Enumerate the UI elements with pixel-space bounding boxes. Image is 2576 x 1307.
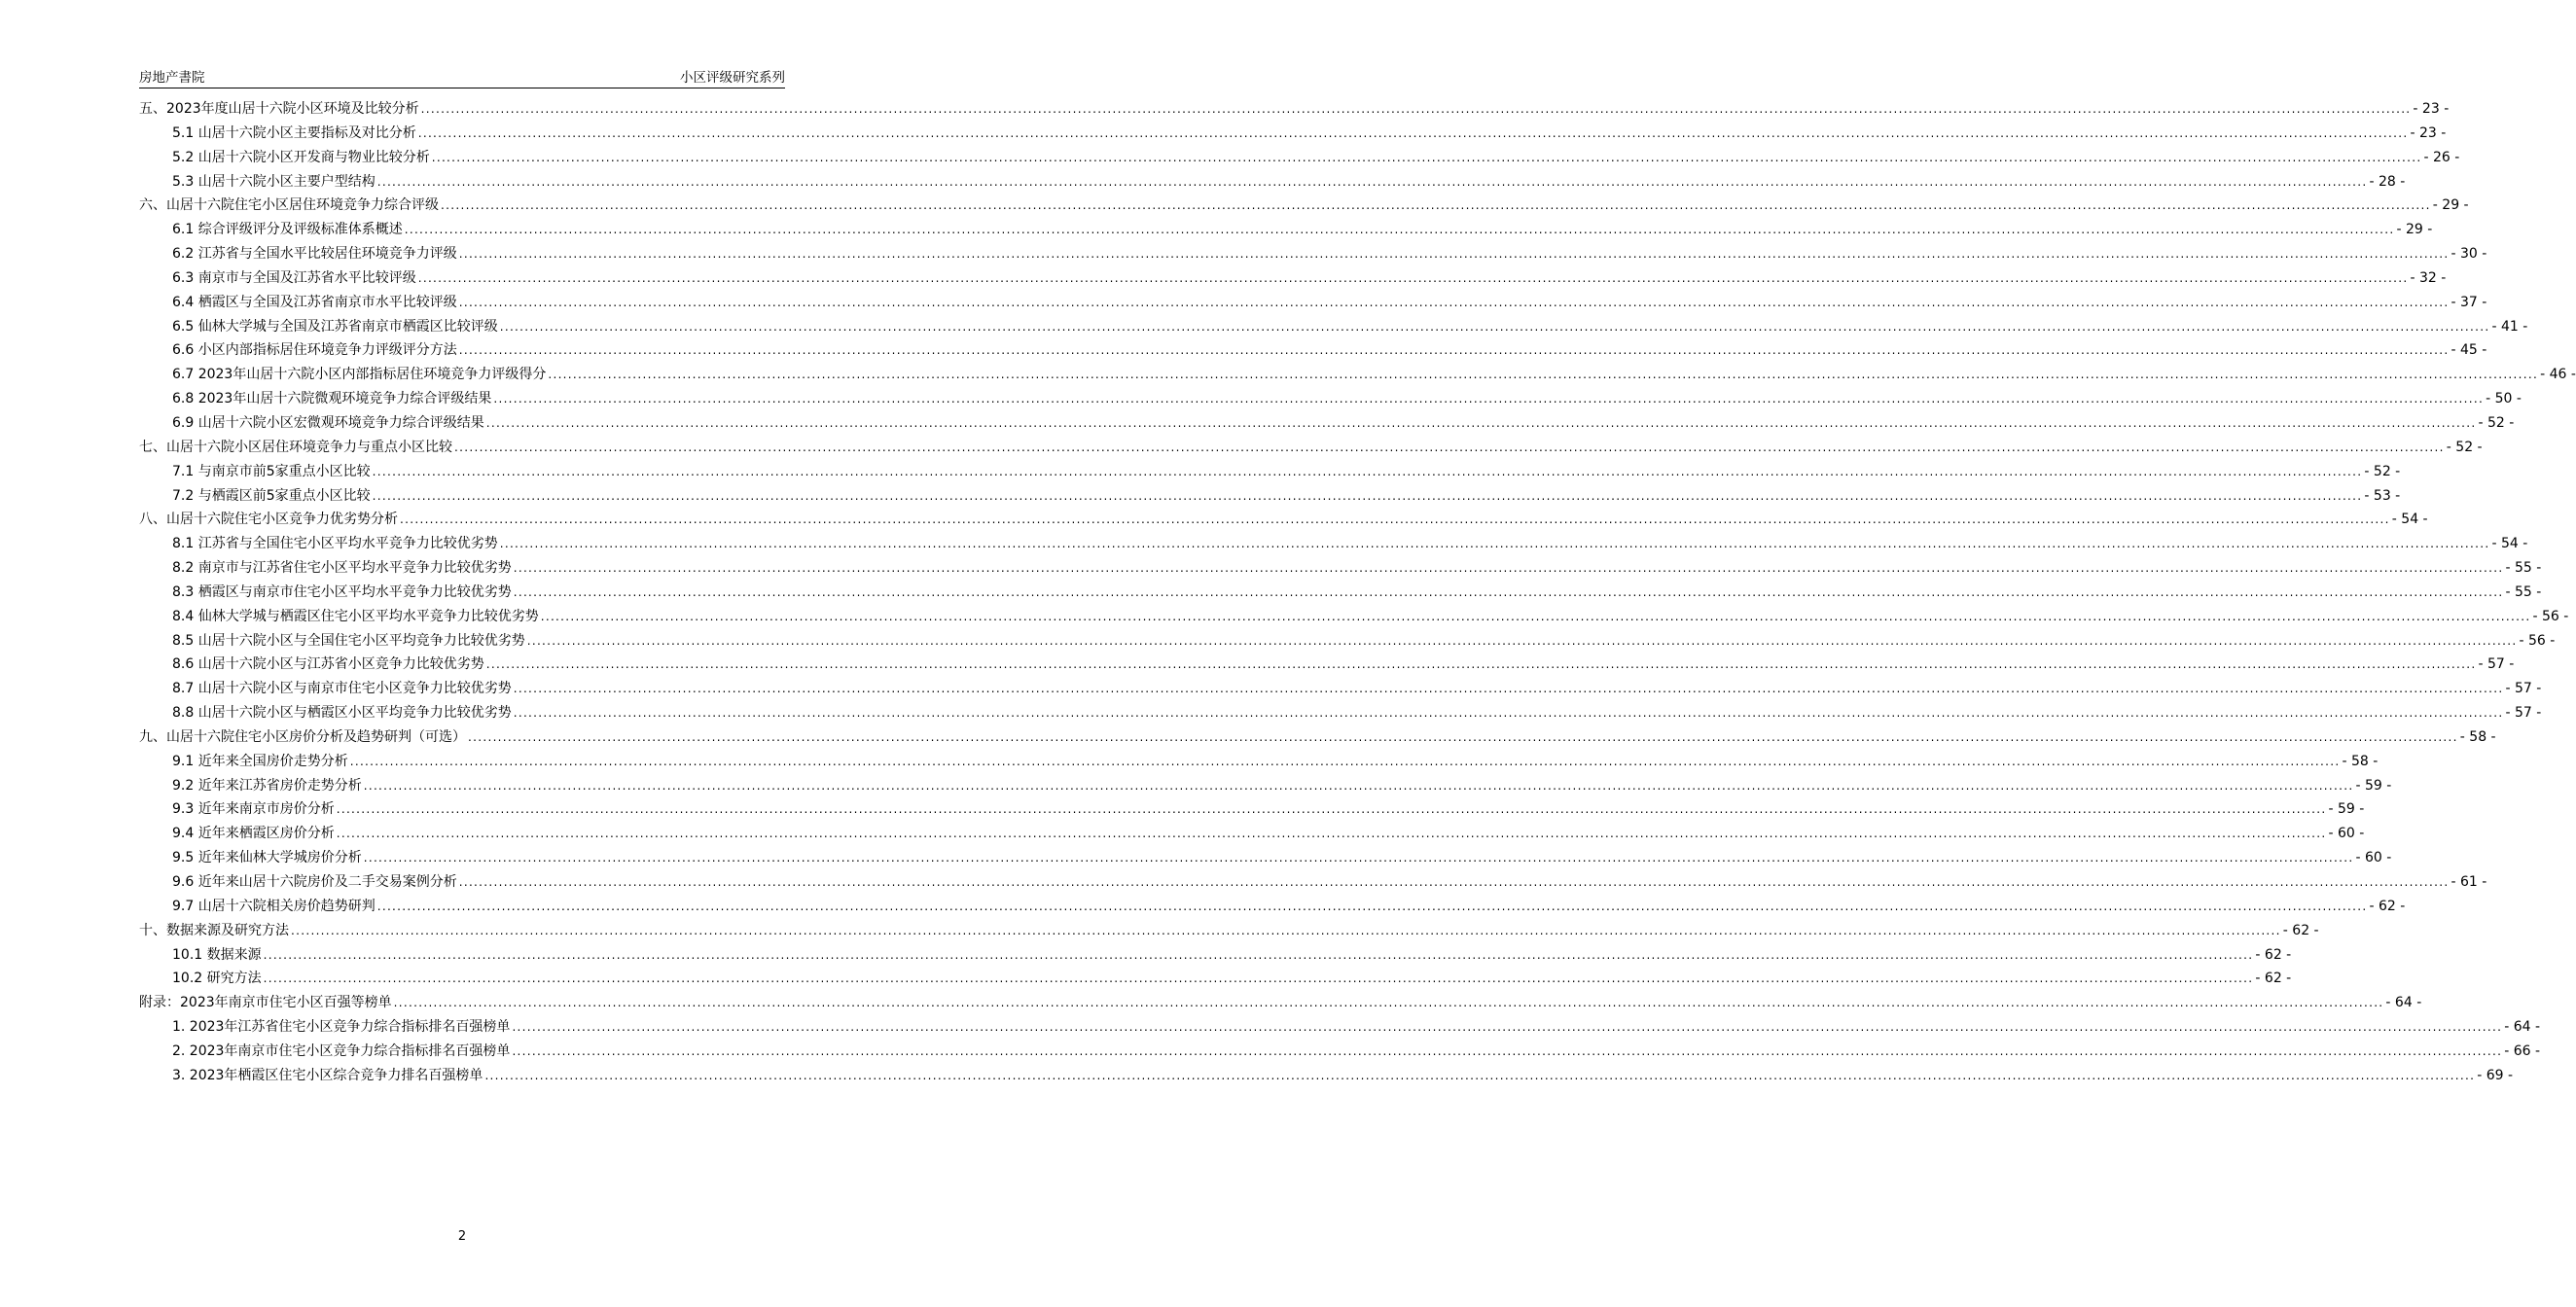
toc-entry-page: - 54 - [2491, 536, 2528, 552]
toc-entry-title: 3. 2023年栖霞区住宅小区综合竞争力排名百强榜单 [172, 1067, 483, 1083]
toc-entry-title: 6.4 栖霞区与全国及江苏省南京市水平比较评级 [172, 294, 457, 310]
toc-dot-leader: ................................................................................................................................................................................................................................................................................................................................................................................................................ [513, 706, 2504, 721]
toc-dot-leader: ................................................................................................................................................................................................................................................................................................................................................................................................................ [484, 1068, 2476, 1082]
toc-entry-title: 9.7 山居十六院相关房价趋势研判 [172, 898, 376, 914]
toc-entry-title: 7.2 与栖霞区前5家重点小区比较 [172, 487, 371, 504]
toc-dot-leader: ................................................................................................................................................................................................................................................................................................................................................................................................................ [454, 440, 2445, 454]
toc-entry-title: 9.6 近年来山居十六院房价及二手交易案例分析 [172, 874, 457, 890]
toc-entry-title: 9.4 近年来栖霞区房价分析 [172, 826, 335, 842]
toc-entry[interactable] [139, 943, 2292, 968]
toc-entry-page: - 57 - [2505, 705, 2542, 722]
toc-entry-title: 8.3 栖霞区与南京市住宅小区平均水平竞争力比较优劣势 [172, 583, 512, 600]
toc-dot-leader: ................................................................................................................................................................................................................................................................................................................................................................................................................ [376, 899, 2368, 913]
toc-entry-page: - 32 - [2410, 269, 2447, 286]
toc-entry[interactable] [139, 460, 2401, 484]
toc-entry-page: - 58 - [2459, 728, 2496, 745]
toc-dot-leader: ................................................................................................................................................................................................................................................................................................................................................................................................................ [499, 319, 2490, 334]
toc-entry[interactable] [139, 411, 2515, 436]
toc-dot-leader: ................................................................................................................................................................................................................................................................................................................................................................................................................ [513, 584, 2504, 599]
toc-entry-title: 九、山居十六院住宅小区房价分析及趋势研判（可选） [139, 728, 466, 745]
toc-dot-leader: ................................................................................................................................................................................................................................................................................................................................................................................................................ [363, 778, 2354, 793]
toc-entry-title: 6.2 江苏省与全国水平比较居住环境竞争力评级 [172, 246, 457, 263]
toc-entry[interactable] [139, 1064, 2514, 1088]
toc-entry-title: 附录：2023年南京市住宅小区百强等榜单 [139, 995, 392, 1011]
toc-entry[interactable] [139, 242, 2487, 266]
toc-entry-page: - 23 - [2410, 124, 2447, 141]
toc-entry-page: - 56 - [2532, 608, 2569, 624]
toc-entry-page: - 62 - [2255, 971, 2292, 987]
toc-dot-leader: ................................................................................................................................................................................................................................................................................................................................................................................................................ [431, 150, 2422, 164]
toc-dot-leader: ................................................................................................................................................................................................................................................................................................................................................................................................................ [458, 247, 2450, 262]
toc-dot-leader: ................................................................................................................................................................................................................................................................................................................................................................................................................ [336, 802, 2327, 817]
toc-entry[interactable] [139, 797, 2365, 822]
toc-entry-page: - 59 - [2355, 777, 2392, 794]
toc-entry[interactable] [139, 363, 2576, 387]
page-number: 2 [457, 1229, 467, 1244]
toc-entry-page: - 50 - [2486, 391, 2522, 407]
toc-entry[interactable] [139, 1040, 2541, 1064]
toc-dot-leader: ................................................................................................................................................................................................................................................................................................................................................................................................................ [291, 923, 2281, 937]
toc-entry[interactable] [139, 967, 2292, 991]
toc-dot-leader: ................................................................................................................................................................................................................................................................................................................................................................................................................ [485, 657, 2477, 672]
toc-dot-leader: ................................................................................................................................................................................................................................................................................................................................................................................................................ [526, 633, 2518, 648]
toc-entry-title: 2. 2023年南京市住宅小区竞争力综合指标排名百强榜单 [172, 1042, 511, 1059]
toc-entry-page: - 53 - [2364, 487, 2401, 504]
toc-entry-page: - 29 - [2396, 222, 2433, 238]
toc-entry-title: 7.1 与南京市前5家重点小区比较 [172, 463, 371, 479]
toc-entry[interactable] [139, 556, 2542, 581]
toc-dot-leader: ................................................................................................................................................................................................................................................................................................................................................................................................................ [441, 198, 2431, 213]
header-publisher: 房地产書院 [139, 70, 205, 86]
toc-dot-leader: ................................................................................................................................................................................................................................................................................................................................................................................................................ [458, 343, 2450, 358]
toc-entry[interactable] [139, 436, 2483, 460]
toc-entry[interactable] [139, 170, 2406, 194]
toc-entry[interactable] [139, 870, 2487, 895]
toc-entry-title: 9.2 近年来江苏省房价走势分析 [172, 777, 362, 794]
toc-dot-leader: ................................................................................................................................................................................................................................................................................................................................................................................................................ [363, 851, 2354, 865]
toc-entry-title: 八、山居十六院住宅小区竞争力优劣势分析 [139, 512, 398, 528]
toc-dot-leader: ................................................................................................................................................................................................................................................................................................................................................................................................................ [499, 537, 2490, 551]
toc-entry-page: - 28 - [2369, 173, 2406, 190]
toc-entry-title: 6.3 南京市与全国及江苏省水平比较评级 [172, 269, 416, 286]
toc-entry-page: - 29 - [2432, 197, 2469, 214]
toc-entry-title: 6.8 2023年山居十六院微观环境竞争力综合评级结果 [172, 391, 492, 407]
toc-entry-page: - 69 - [2477, 1067, 2514, 1083]
toc-entry[interactable] [139, 822, 2365, 846]
toc-entry-page: - 59 - [2328, 801, 2365, 818]
toc-entry-page: - 57 - [2505, 681, 2542, 697]
toc-dot-leader: ................................................................................................................................................................................................................................................................................................................................................................................................................ [336, 827, 2327, 841]
toc-entry-page: - 64 - [2504, 1019, 2541, 1036]
toc-dot-leader: ................................................................................................................................................................................................................................................................................................................................................................................................................ [458, 875, 2450, 889]
toc-entry[interactable] [139, 701, 2542, 725]
toc-entry-page: - 23 - [2413, 101, 2450, 117]
toc-dot-leader: ................................................................................................................................................................................................................................................................................................................................................................................................................ [485, 415, 2477, 430]
toc-dot-leader: ................................................................................................................................................................................................................................................................................................................................................................................................................ [458, 295, 2450, 309]
toc-dot-leader: ................................................................................................................................................................................................................................................................................................................................................................................................................ [540, 609, 2531, 623]
toc-dot-leader: ................................................................................................................................................................................................................................................................................................................................................................................................................ [400, 512, 2390, 527]
toc-dot-leader: ................................................................................................................................................................................................................................................................................................................................................................................................................ [393, 996, 2384, 1010]
toc-entry[interactable] [139, 194, 2469, 218]
toc-entry-page: - 61 - [2451, 874, 2487, 890]
toc-entry-page: - 64 - [2385, 995, 2422, 1011]
toc-dot-leader: ................................................................................................................................................................................................................................................................................................................................................................................................................ [404, 223, 2395, 237]
toc-entry-page: - 58 - [2342, 753, 2379, 769]
toc-entry-title: 10.1 数据来源 [172, 946, 262, 963]
toc-entry-title: 8.7 山居十六院小区与南京市住宅小区竞争力比较优劣势 [172, 681, 512, 697]
toc-entry[interactable] [139, 991, 2422, 1015]
toc-dot-leader: ................................................................................................................................................................................................................................................................................................................................................................................................................ [512, 1043, 2503, 1058]
toc-entry-title: 8.8 山居十六院小区与栖霞区小区平均竞争力比较优劣势 [172, 705, 512, 722]
toc-entry[interactable] [139, 725, 2496, 750]
toc-entry[interactable] [139, 750, 2379, 774]
toc-entry-page: - 60 - [2328, 826, 2365, 842]
toc-entry-title: 6.7 2023年山居十六院小区内部指标居住环境竞争力评级得分 [172, 367, 547, 383]
toc-entry-page: - 45 - [2451, 342, 2487, 359]
toc-entry-title: 9.5 近年来仙林大学城房价分析 [172, 850, 362, 866]
toc-dot-leader: ................................................................................................................................................................................................................................................................................................................................................................................................................ [376, 174, 2368, 189]
toc-entry[interactable] [139, 774, 2392, 798]
toc-entry-page: - 62 - [2282, 922, 2319, 938]
toc-entry-page: - 30 - [2451, 246, 2487, 263]
toc-entry-title: 9.1 近年来全国房价走势分析 [172, 753, 348, 769]
toc-entry[interactable] [139, 653, 2515, 677]
toc-entry[interactable] [139, 122, 2447, 146]
toc-entry-title: 8.2 南京市与江苏省住宅小区平均水平竞争力比较优劣势 [172, 560, 512, 577]
toc-entry-title: 8.6 山居十六院小区与江苏省小区竞争力比较优劣势 [172, 656, 484, 673]
toc-entry[interactable] [139, 266, 2447, 291]
toc-dot-leader: ................................................................................................................................................................................................................................................................................................................................................................................................................ [548, 368, 2539, 382]
toc-entry[interactable] [139, 315, 2528, 339]
page-header [139, 66, 785, 88]
toc-entry-title: 6.1 综合评级评分及评级标准体系概述 [172, 222, 403, 238]
toc-entry-title: 8.4 仙林大学城与栖霞区住宅小区平均水平竞争力比较优劣势 [172, 608, 539, 624]
toc-entry-title: 8.1 江苏省与全国住宅小区平均水平竞争力比较优劣势 [172, 536, 498, 552]
toc-entry-page: - 62 - [2369, 898, 2406, 914]
toc-entry-title: 5.2 山居十六院小区开发商与物业比较分析 [172, 149, 430, 165]
toc-dot-leader: ................................................................................................................................................................................................................................................................................................................................................................................................................ [372, 488, 2363, 503]
toc-entry-page: - 57 - [2478, 656, 2515, 673]
toc-entry-page: - 66 - [2504, 1042, 2541, 1059]
toc-entry[interactable] [139, 146, 2460, 170]
toc-dot-leader: ................................................................................................................................................................................................................................................................................................................................................................................................................ [512, 1020, 2503, 1035]
header-series-title: 小区评级研究系列 [680, 70, 785, 86]
toc-entry[interactable] [139, 508, 2428, 532]
toc-entry[interactable] [139, 218, 2433, 242]
toc-entry-title: 5.1 山居十六院小区主要指标及对比分析 [172, 124, 416, 141]
toc-entry[interactable] [139, 629, 2556, 654]
table-of-contents [139, 97, 2576, 1088]
toc-entry[interactable] [139, 677, 2542, 701]
toc-dot-leader: ................................................................................................................................................................................................................................................................................................................................................................................................................ [468, 729, 2458, 744]
toc-entry[interactable] [139, 581, 2542, 605]
toc-entry-page: - 37 - [2451, 294, 2487, 310]
toc-entry[interactable] [139, 97, 2450, 122]
toc-dot-leader: ................................................................................................................................................................................................................................................................................................................................................................................................................ [263, 971, 2254, 986]
toc-dot-leader: ................................................................................................................................................................................................................................................................................................................................................................................................................ [493, 392, 2485, 406]
toc-dot-leader: ................................................................................................................................................................................................................................................................................................................................................................................................................ [372, 464, 2363, 478]
toc-entry[interactable] [139, 1015, 2541, 1040]
toc-entry-page: - 55 - [2505, 583, 2542, 600]
toc-entry-page: - 52 - [2478, 414, 2515, 431]
toc-dot-leader: ................................................................................................................................................................................................................................................................................................................................................................................................................ [513, 561, 2504, 576]
toc-entry-title: 七、山居十六院小区居住环境竞争力与重点小区比较 [139, 439, 452, 455]
toc-entry-title: 5.3 山居十六院小区主要户型结构 [172, 173, 376, 190]
toc-dot-leader: ................................................................................................................................................................................................................................................................................................................................................................................................................ [417, 270, 2409, 285]
toc-entry[interactable] [139, 291, 2487, 315]
toc-entry-page: - 52 - [2364, 463, 2401, 479]
toc-entry-page: - 46 - [2540, 367, 2576, 383]
toc-entry[interactable] [139, 919, 2319, 943]
toc-entry-title: 8.5 山居十六院小区与全国住宅小区平均竞争力比较优劣势 [172, 632, 525, 649]
toc-entry-title: 6.9 山居十六院小区宏微观环境竞争力综合评级结果 [172, 414, 484, 431]
toc-entry-title: 1. 2023年江苏省住宅小区竞争力综合指标排名百强榜单 [172, 1019, 511, 1036]
toc-entry-title: 6.5 仙林大学城与全国及江苏省南京市栖霞区比较评级 [172, 318, 498, 335]
toc-dot-leader: ................................................................................................................................................................................................................................................................................................................................................................................................................ [349, 754, 2341, 768]
toc-entry-page: - 55 - [2505, 560, 2542, 577]
toc-entry[interactable] [139, 846, 2392, 870]
toc-entry[interactable] [139, 484, 2401, 509]
toc-entry-page: - 41 - [2491, 318, 2528, 335]
toc-entry-page: - 60 - [2355, 850, 2392, 866]
toc-entry[interactable] [139, 338, 2487, 363]
toc-dot-leader: ................................................................................................................................................................................................................................................................................................................................................................................................................ [263, 947, 2254, 962]
toc-entry[interactable] [139, 387, 2522, 411]
toc-entry-title: 六、山居十六院住宅小区居住环境竞争力综合评级 [139, 197, 439, 214]
toc-entry-title: 6.6 小区内部指标居住环境竞争力评级评分方法 [172, 342, 457, 359]
toc-entry-title: 五、2023年度山居十六院小区环境及比较分析 [139, 101, 419, 117]
toc-entry[interactable] [139, 895, 2406, 919]
toc-entry-title: 10.2 研究方法 [172, 971, 262, 987]
toc-entry-page: - 52 - [2446, 439, 2483, 455]
toc-entry[interactable] [139, 605, 2569, 629]
toc-dot-leader: ................................................................................................................................................................................................................................................................................................................................................................................................................ [417, 125, 2409, 140]
toc-entry-title: 9.3 近年来南京市房价分析 [172, 801, 335, 818]
toc-dot-leader: ................................................................................................................................................................................................................................................................................................................................................................................................................ [513, 682, 2504, 696]
toc-entry[interactable] [139, 532, 2528, 556]
toc-entry-page: - 56 - [2519, 632, 2556, 649]
toc-dot-leader: ................................................................................................................................................................................................................................................................................................................................................................................................................ [420, 102, 2412, 116]
toc-entry-page: - 62 - [2255, 946, 2292, 963]
toc-entry-page: - 54 - [2391, 512, 2428, 528]
toc-entry-page: - 26 - [2423, 149, 2460, 165]
toc-entry-title: 十、数据来源及研究方法 [139, 922, 289, 938]
